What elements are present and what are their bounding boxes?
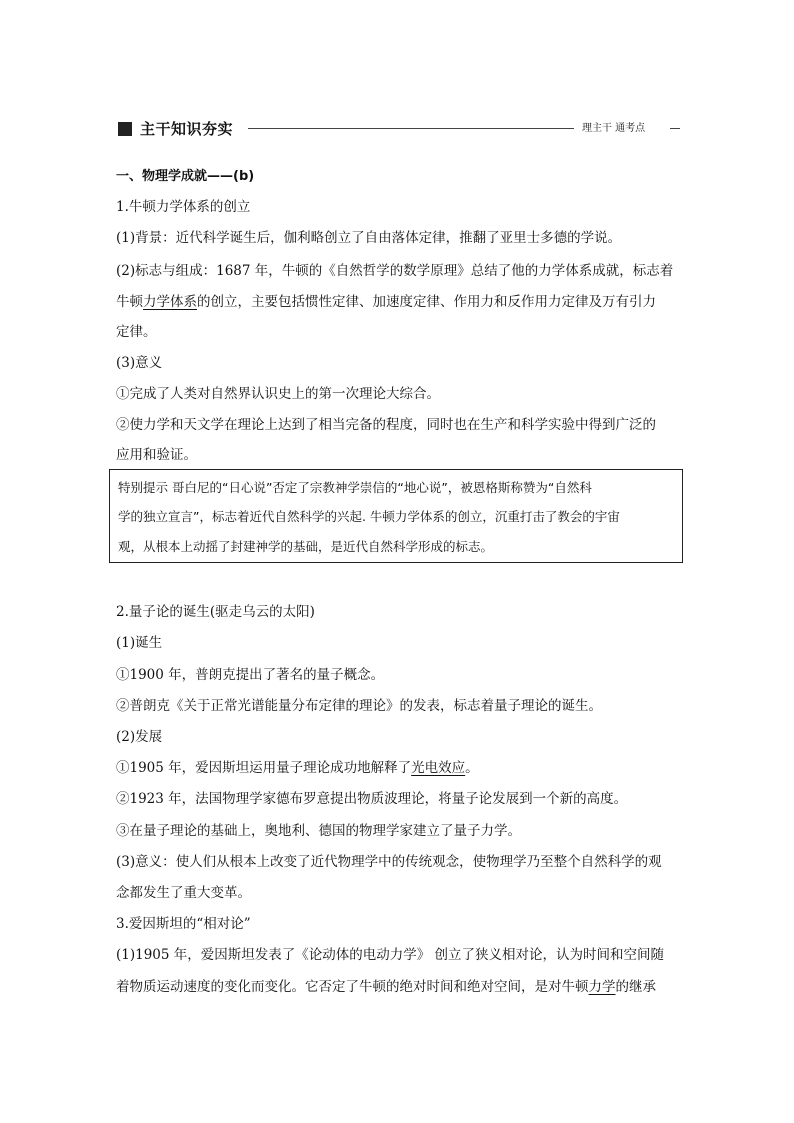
quantum-dev-2: ②1923 年，法国物理学家德布罗意提出物质波理论，将量子论发展到一个新的高度。 <box>116 791 628 807</box>
text-segment: 牛顿 <box>116 294 143 310</box>
text-segment: 的继承 <box>615 979 656 995</box>
underlined-term: 光电效应 <box>411 760 466 776</box>
subsection-title-relativity: 3.爱因斯坦的“相对论” <box>116 916 251 932</box>
meaning-item-2a: ②使力学和天文学在理论上达到了相当完备的程度，同时也在生产和科学实验中得到广泛的 <box>116 417 656 433</box>
tip-line-1: 特别提示 哥白尼的“日心说”否定了宗教神学崇信的“地心说”，被恩格斯称赞为“自然科 <box>118 480 592 495</box>
header-end-dash <box>670 128 680 129</box>
header-rule <box>248 128 574 129</box>
paragraph-background: (1)背景：近代科学诞生后，伽利略创立了自由落体定律，推翻了亚里士多德的学说。 <box>116 230 622 246</box>
meaning-item-1: ①完成了人类对自然界认识史上的第一次理论大综合。 <box>116 386 440 402</box>
text-segment: 的创立，主要包括惯性定律、加速度定律、作用力和反作用力定律及万有引力 <box>197 294 656 310</box>
quantum-significance-a: (3)意义：使人们从根本上改变了近代物理学中的传统观念，使物理学乃至整个自然科学的观 <box>116 854 662 870</box>
subsection-title-newton: 1.牛顿力学体系的创立 <box>116 199 251 215</box>
header-square-icon <box>118 122 132 136</box>
text-segment: ①1905 年，爱因斯坦运用量子理论成功地解释了 <box>116 760 412 776</box>
quantum-dev-1 <box>116 759 479 777</box>
quantum-dev-title: (2)发展 <box>116 729 163 745</box>
tip-line-2: 学的独立宣言”，标志着近代自然科学的兴起. 牛顿力学体系的创立，沉重打击了教会的宇宙 <box>118 509 620 524</box>
subsection-title-quantum: 2.量子论的诞生(驱走乌云的太阳) <box>116 604 315 620</box>
paragraph-mark-line1: (2)标志与组成：1687 年，牛顿的《自然哲学的数学原理》总结了他的力学体系成就，标志着 <box>116 263 674 279</box>
relativity-p1-a: (1)1905 年，爱因斯坦发表了《论动体的电动力学》 创立了狭义相对论，认为时间和空间随 <box>116 947 665 963</box>
section-heading: 一、物理学成就——(b) <box>116 169 255 184</box>
quantum-birth-1: ①1900 年，普朗克提出了著名的量子概念。 <box>116 667 385 683</box>
header-right-text: 理主干 通考点 <box>582 123 646 134</box>
header-title: 主干知识夯实 <box>140 120 234 138</box>
quantum-dev-3: ③在量子理论的基础上，奥地利、德国的物理学家建立了量子力学。 <box>116 823 521 839</box>
text-segment: 着物质运动速度的变化而变化。它否定了牛顿的绝对时间和绝对空间，是对牛顿 <box>116 979 589 995</box>
underlined-term: 力学 <box>588 979 616 995</box>
meaning-item-2b: 应用和验证。 <box>116 447 197 463</box>
text-segment: 。 <box>465 760 479 776</box>
underlined-term: 力学体系 <box>143 294 197 310</box>
paragraph-mark-line2 <box>116 293 656 311</box>
quantum-significance-b: 念都发生了重大变革。 <box>116 885 251 901</box>
subsection-meaning-title: (3)意义 <box>116 355 163 371</box>
relativity-p1-b <box>116 978 656 996</box>
section-header <box>116 118 682 140</box>
quantum-birth-2: ②普朗克《关于正常光谱能量分布定律的理论》的发表，标志着量子理论的诞生。 <box>116 698 602 714</box>
tip-line-3: 观，从根本上动摇了封建神学的基础，是近代自然科学形成的标志。 <box>118 539 494 554</box>
paragraph-mark-line3: 定律。 <box>116 324 157 340</box>
tip-box <box>109 469 683 563</box>
quantum-birth-title: (1)诞生 <box>116 635 163 651</box>
